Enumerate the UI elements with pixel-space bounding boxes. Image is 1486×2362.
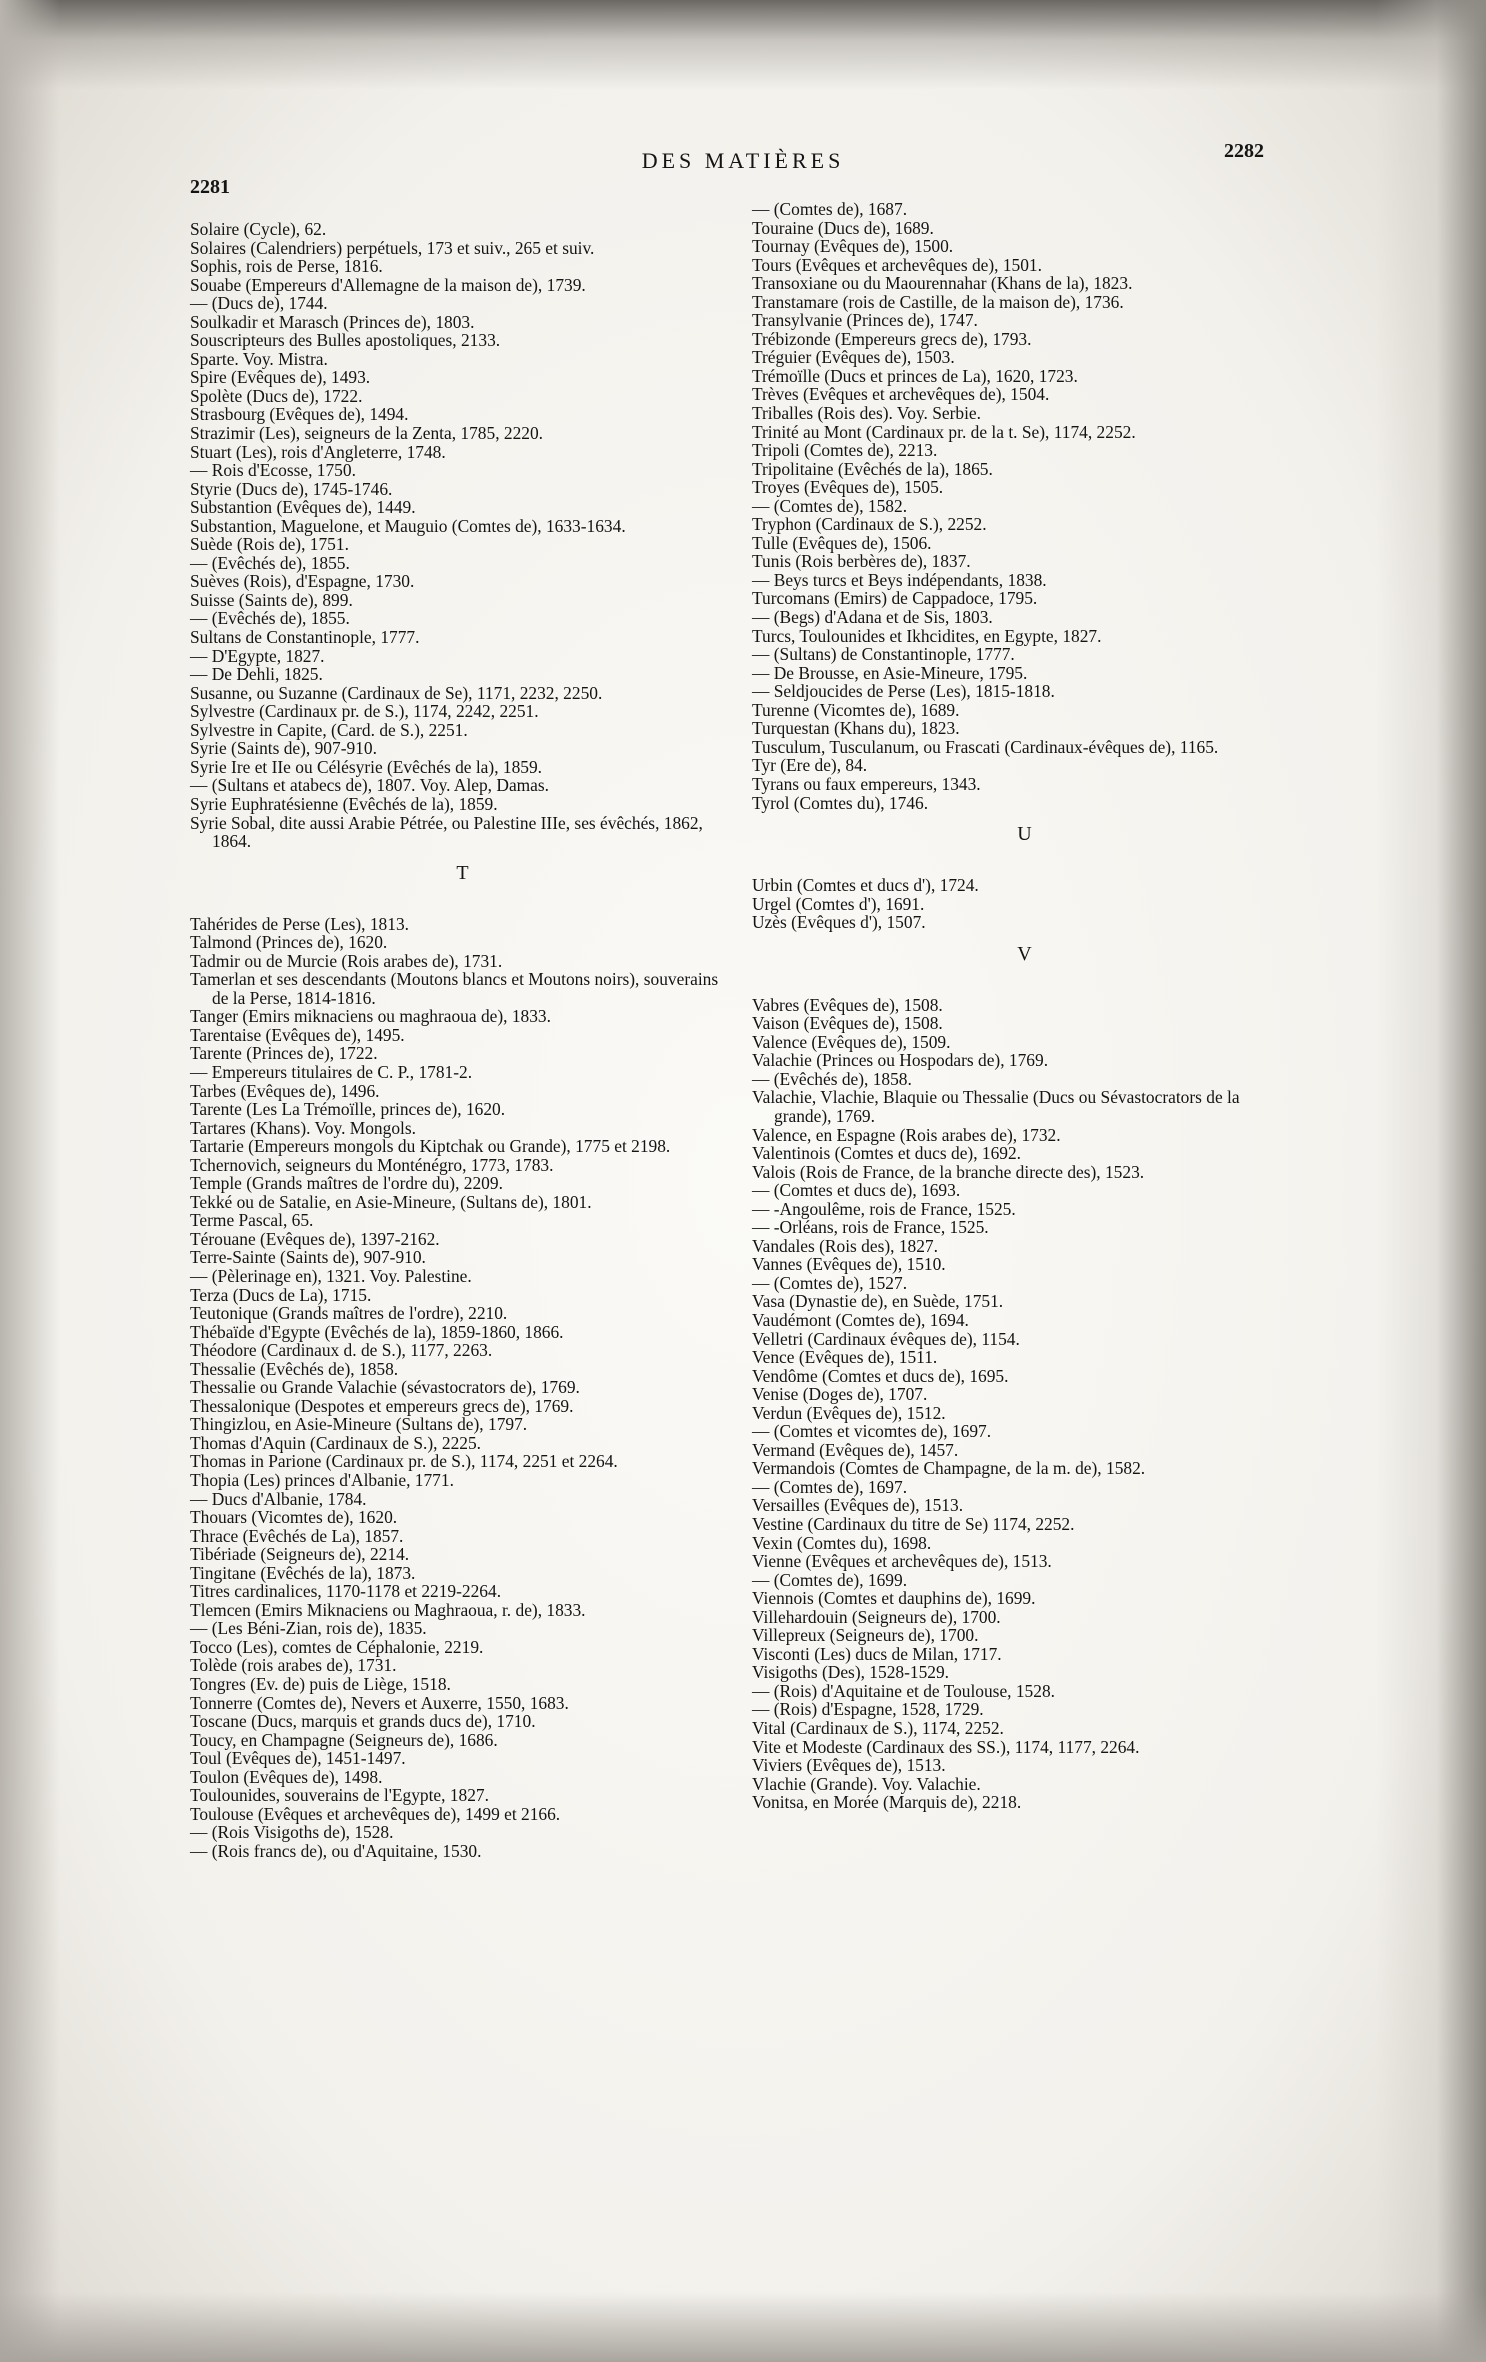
index-entry: Tripolitaine (Evêchés de la), 1865. xyxy=(752,458,993,479)
index-entry: Tlemcen (Emirs Miknaciens ou Maghraoua, r. de), 1833. xyxy=(190,1599,586,1620)
index-entry: Toul (Evêques de), 1451-1497. xyxy=(190,1748,406,1769)
index-entry: — (Sultans et atabecs de), 1807. Voy. Alep, Damas. xyxy=(190,775,550,796)
index-entry: Transylvanie (Princes de), 1747. xyxy=(752,310,978,331)
index-entry: Suisse (Saints de), 899. xyxy=(190,589,353,610)
index-entry: Syrie Sobal, dite aussi Arabie Pétrée, ou Palestine IIIe, ses évêchés, 1862, 1864. xyxy=(190,812,703,852)
index-entry: — Rois d'Ecosse, 1750. xyxy=(190,460,356,481)
index-entry: — (Begs) d'Adana et de Sis, 1803. xyxy=(752,607,993,628)
index-entry: Trémoïlle (Ducs et princes de La), 1620, 1723. xyxy=(752,365,1078,386)
index-entry: Turcomans (Emirs) de Cappadoce, 1795. xyxy=(752,588,1038,609)
index-entry: — Seldjoucides de Perse (Les), 1815-1818. xyxy=(752,681,1055,702)
letter-heading-t: T xyxy=(456,861,469,884)
index-entry: Sultans de Constantinople, 1777. xyxy=(190,627,420,648)
index-entry: — (Rois) d'Aquitaine et de Toulouse, 1528. xyxy=(752,1680,1055,1701)
index-entry: — (Rois Visigoths de), 1528. xyxy=(190,1822,394,1843)
letter-heading-v: V xyxy=(1017,942,1032,965)
entries-u xyxy=(752,876,1297,932)
scan-shadow-right xyxy=(1376,0,1486,2362)
scan-shadow-left xyxy=(0,0,60,2362)
index-entry: Venise (Doges de), 1707. xyxy=(752,1384,928,1405)
index-entry: Urbin (Comtes et ducs d'), 1724. xyxy=(752,875,979,896)
index-entry: — (Sultans) de Constantinople, 1777. xyxy=(752,644,1015,665)
index-entry: Strasbourg (Evêques de), 1494. xyxy=(190,404,409,425)
index-entry: Thessalie ou Grande Valachie (sévastocrators de), 1769. xyxy=(190,1377,580,1398)
index-entry: Uzès (Evêques d'), 1507. xyxy=(752,912,926,933)
index-entry: Tarentaise (Evêques de), 1495. xyxy=(190,1024,405,1045)
letter-heading-u: U xyxy=(1017,823,1032,846)
index-column-left xyxy=(190,220,735,1860)
page-number-right: 2282 xyxy=(1224,140,1264,162)
index-entry: Trébizonde (Empereurs grecs de), 1793. xyxy=(752,328,1032,349)
index-entry: Valence (Evêques de), 1509. xyxy=(752,1031,951,1052)
index-entry: Vendôme (Comtes et ducs de), 1695. xyxy=(752,1365,1009,1386)
index-entry: Tulle (Evêques de), 1506. xyxy=(752,532,932,553)
index-entry: Tryphon (Cardinaux de S.), 2252. xyxy=(752,514,987,535)
index-entry: — Beys turcs et Beys indépendants, 1838. xyxy=(752,569,1047,590)
index-entry: — -Orléans, rois de France, 1525. xyxy=(752,1217,989,1238)
index-entry: Sylvestre in Capite, (Card. de S.), 2251. xyxy=(190,719,468,740)
index-entry: Tripoli (Comtes de), 2213. xyxy=(752,440,938,461)
index-entry: Touraine (Ducs de), 1689. xyxy=(752,217,934,238)
entries-s xyxy=(190,220,735,851)
index-entry: Tchernovich, seigneurs du Monténégro, 1773, 1783. xyxy=(190,1154,554,1175)
index-entry: Vienne (Evêques et archevêques de), 1513. xyxy=(752,1551,1052,1572)
index-entry: Toulouse (Evêques et archevêques de), 1499 et 2166. xyxy=(190,1803,561,1824)
index-entry: Valence, en Espagne (Rois arabes de), 1732. xyxy=(752,1124,1061,1145)
index-entry: Thessalie (Evêchés de), 1858. xyxy=(190,1358,399,1379)
index-entry: Temple (Grands maîtres de l'ordre du), 2209. xyxy=(190,1173,503,1194)
index-entry: Vexin (Comtes du), 1698. xyxy=(752,1532,932,1553)
index-entry: Substantion (Evêques de), 1449. xyxy=(190,497,416,518)
index-entry: Vaison (Evêques de), 1508. xyxy=(752,1013,943,1034)
index-entry: — (Pèlerinage en), 1321. Voy. Palestine. xyxy=(190,1265,472,1286)
index-entry: Valachie (Princes ou Hospodars de), 1769. xyxy=(752,1050,1049,1071)
index-entry: Terza (Ducs de La), 1715. xyxy=(190,1284,372,1305)
index-entry: Tyrans ou faux empereurs, 1343. xyxy=(752,773,981,794)
index-entry: Tamerlan et ses descendants (Moutons blancs et Moutons noirs), souverains de la Perse, 1814-1816. xyxy=(190,969,719,1008)
index-entry: Tahérides de Perse (Les), 1813. xyxy=(190,913,409,934)
index-entry: Vital (Cardinaux de S.), 1174, 2252. xyxy=(752,1718,1004,1739)
index-entry: Terme Pascal, 65. xyxy=(190,1210,314,1231)
index-entry: Solaire (Cycle), 62. xyxy=(190,219,327,239)
index-entry: Toucy, en Champagne (Seigneurs de), 1686. xyxy=(190,1729,498,1750)
index-entry: Vence (Evêques de), 1511. xyxy=(752,1347,938,1368)
index-entry: Turcs, Toulounides et Ikhcidites, en Egypte, 1827. xyxy=(752,625,1102,646)
index-entry: Vannes (Evêques de), 1510. xyxy=(752,1254,946,1275)
index-entry: — (Rois francs de), ou d'Aquitaine, 1530. xyxy=(190,1840,482,1861)
index-entry: Turquestan (Khans du), 1823. xyxy=(752,718,960,739)
index-entry: Tadmir ou de Murcie (Rois arabes de), 1731. xyxy=(190,950,503,971)
index-entry: Transoxiane ou du Maourennahar (Khans de la), 1823. xyxy=(752,273,1133,294)
index-entry: — Ducs d'Albanie, 1784. xyxy=(190,1488,367,1509)
index-entry: Tyrol (Comtes du), 1746. xyxy=(752,792,929,813)
index-entry: Thouars (Vicomtes de), 1620. xyxy=(190,1507,398,1528)
index-entry: Thomas in Parione (Cardinaux pr. de S.), 1174, 2251 et 2264. xyxy=(190,1451,618,1472)
index-entry: Toscane (Ducs, marquis et grands ducs de), 1710. xyxy=(190,1711,536,1732)
index-entry: Tingitane (Evêchés de la), 1873. xyxy=(190,1562,416,1583)
index-entry: Tolède (rois arabes de), 1731. xyxy=(190,1655,397,1676)
index-entry: Valois (Rois de France, de la branche directe des), 1523. xyxy=(752,1161,1145,1182)
index-entry: Tartarie (Empereurs mongols du Kiptchak ou Grande), 1775 et 2198. xyxy=(190,1136,671,1157)
index-entry: Villehardouin (Seigneurs de), 1700. xyxy=(752,1606,1001,1627)
index-entry: Urgel (Comtes d'), 1691. xyxy=(752,893,925,914)
index-entry: Viennois (Comtes et dauphins de), 1699. xyxy=(752,1588,1036,1609)
index-entry: Tyr (Ere de), 84. xyxy=(752,755,868,776)
scan-shadow-bottom xyxy=(0,2292,1486,2362)
index-entry: Tunis (Rois berbères de), 1837. xyxy=(752,551,971,572)
index-entry: Tonnerre (Comtes de), Nevers et Auxerre, 1550, 1683. xyxy=(190,1692,569,1713)
index-entry: — (Comtes de), 1697. xyxy=(752,1476,908,1497)
index-entry: Térouane (Evêques de), 1397-2162. xyxy=(190,1228,440,1249)
index-entry: Titres cardinalices, 1170-1178 et 2219-2264. xyxy=(190,1581,502,1602)
index-entry: Sophis, rois de Perse, 1816. xyxy=(190,256,383,277)
index-entry: Trinité au Mont (Cardinaux pr. de la t. Se), 1174, 2252. xyxy=(752,421,1136,442)
index-entry: Solaires (Calendriers) perpétuels, 173 et suiv., 265 et suiv. xyxy=(190,237,595,258)
index-entry: Thomas d'Aquin (Cardinaux de S.), 2225. xyxy=(190,1432,482,1453)
index-entry: Sylvestre (Cardinaux pr. de S.), 1174, 2242, 2251. xyxy=(190,701,539,722)
index-entry: Vite et Modeste (Cardinaux des SS.), 1174, 1177, 2264. xyxy=(752,1736,1140,1757)
index-entry: Troyes (Evêques de), 1505. xyxy=(752,477,944,498)
scan-shadow-top xyxy=(0,0,1486,90)
index-entry: — (Comtes de), 1527. xyxy=(752,1272,908,1293)
index-entry: Tarente (Princes de), 1722. xyxy=(190,1043,378,1064)
index-entry: Syrie (Saints de), 907-910. xyxy=(190,738,377,759)
index-entry: Verdun (Evêques de), 1512. xyxy=(752,1402,946,1423)
index-entry: Valentinois (Comtes et ducs de), 1692. xyxy=(752,1143,1022,1164)
index-entry: Tanger (Emirs miknaciens ou maghraoua de), 1833. xyxy=(190,1006,551,1027)
index-entry: Turenne (Vicomtes de), 1689. xyxy=(752,699,960,720)
index-entry: Tongres (Ev. de) puis de Liège, 1518. xyxy=(190,1674,451,1695)
index-entry: Versailles (Evêques de), 1513. xyxy=(752,1495,964,1516)
index-entry: Syrie Euphratésienne (Evêchés de la), 1859. xyxy=(190,793,498,814)
index-entry: — (Evêchés de), 1855. xyxy=(190,608,350,629)
entries-t xyxy=(190,915,735,1861)
index-entry: Thébaïde d'Egypte (Evêchés de la), 1859-1860, 1866. xyxy=(190,1321,564,1342)
index-entry: — -Angoulême, rois de France, 1525. xyxy=(752,1198,1016,1219)
index-entry: Vermand (Evêques de), 1457. xyxy=(752,1439,959,1460)
index-entry: Thopia (Les) princes d'Albanie, 1771. xyxy=(190,1470,454,1490)
index-entry: Vasa (Dynastie de), en Suède, 1751. xyxy=(752,1291,1004,1312)
index-entry: Vermandois (Comtes de Champagne, de la m. de), 1582. xyxy=(752,1458,1146,1479)
index-entry: Talmond (Princes de), 1620. xyxy=(190,932,388,953)
index-entry: Triballes (Rois des). Voy. Serbie. xyxy=(752,403,981,424)
index-entry: — (Rois) d'Espagne, 1528, 1729. xyxy=(752,1699,984,1720)
index-entry: Vandales (Rois des), 1827. xyxy=(752,1235,938,1256)
index-entry: Velletri (Cardinaux évêques de), 1154. xyxy=(752,1328,1020,1349)
index-entry: — De Dehli, 1825. xyxy=(190,664,323,685)
index-entry: Tournay (Evêques de), 1500. xyxy=(752,236,954,257)
index-entry: Viviers (Evêques de), 1513. xyxy=(752,1755,946,1776)
index-entry: Valachie, Vlachie, Blaquie ou Thessalie (Ducs ou Sévastocrators de la grande), 1769. xyxy=(752,1087,1240,1126)
index-entry: Sparte. Voy. Mistra. xyxy=(190,348,328,369)
index-entry: Visigoths (Des), 1528-1529. xyxy=(752,1662,950,1683)
index-entry: Thrace (Evêchés de La), 1857. xyxy=(190,1525,404,1546)
index-entry: Terre-Sainte (Saints de), 907-910. xyxy=(190,1247,426,1268)
index-entry: — (Ducs de), 1744. xyxy=(190,293,328,314)
index-entry: — (Evêchés de), 1855. xyxy=(190,552,350,573)
index-entry: — (Comtes de), 1582. xyxy=(752,495,908,516)
index-entry: Syrie Ire et IIe ou Célésyrie (Evêchés de la), 1859. xyxy=(190,756,543,777)
index-entry: — (Les Béni-Zian, rois de), 1835. xyxy=(190,1618,427,1639)
index-entry: — De Brousse, en Asie-Mineure, 1795. xyxy=(752,662,1028,683)
index-entry: Tours (Evêques et archevêques de), 1501. xyxy=(752,254,1042,275)
index-entry: Vabres (Evêques de), 1508. xyxy=(752,994,943,1015)
index-entry: — D'Egypte, 1827. xyxy=(190,645,325,666)
index-entry: Substantion, Maguelone, et Mauguio (Comtes de), 1633-1634. xyxy=(190,515,626,536)
index-entry: Toulon (Evêques de), 1498. xyxy=(190,1766,383,1787)
index-entry: — (Comtes de), 1699. xyxy=(752,1569,908,1590)
index-entry: Tréguier (Evêques de), 1503. xyxy=(752,347,955,368)
running-header: DES MATIÈRES xyxy=(641,148,845,173)
index-entry: Visconti (Les) ducs de Milan, 1717. xyxy=(752,1643,1002,1664)
index-entry: Suède (Rois de), 1751. xyxy=(190,534,349,555)
index-entry: Vonitsa, en Morée (Marquis de), 2218. xyxy=(752,1792,1022,1813)
index-entry: — (Comtes et ducs de), 1693. xyxy=(752,1180,961,1201)
index-entry: Toulounides, souverains de l'Egypte, 1827. xyxy=(190,1785,489,1806)
index-entry: Suèves (Rois), d'Espagne, 1730. xyxy=(190,571,415,592)
index-entry: Théodore (Cardinaux d. de S.), 1177, 2263. xyxy=(190,1340,493,1361)
index-entry: Vaudémont (Comtes de), 1694. xyxy=(752,1309,969,1330)
entries-t-continued xyxy=(752,200,1297,812)
index-entry: Tusculum, Tusculanum, ou Frascati (Cardinaux-évêques de), 1165. xyxy=(752,736,1219,757)
index-entry: — (Comtes de), 1687. xyxy=(752,199,908,219)
index-entry: Souabe (Empereurs d'Allemagne de la maison de), 1739. xyxy=(190,274,586,295)
index-entry: Strazimir (Les), seigneurs de la Zenta, 1785, 2220. xyxy=(190,423,544,444)
index-entry: Susanne, ou Suzanne (Cardinaux de Se), 1171, 2232, 2250. xyxy=(190,682,603,703)
index-entry: Stuart (Les), rois d'Angleterre, 1748. xyxy=(190,441,446,462)
index-entry: Thessalonique (Despotes et empereurs grecs de), 1769. xyxy=(190,1395,574,1416)
index-entry: Tibériade (Seigneurs de), 2214. xyxy=(190,1544,410,1565)
index-entry: Soulkadir et Marasch (Princes de), 1803. xyxy=(190,311,475,332)
index-column-right xyxy=(752,200,1297,1812)
index-entry: Spire (Evêques de), 1493. xyxy=(190,367,371,388)
entries-v xyxy=(752,996,1297,1812)
index-entry: — (Evêchés de), 1858. xyxy=(752,1068,912,1089)
index-entry: Thingizlou, en Asie-Mineure (Sultans de), 1797. xyxy=(190,1414,528,1435)
index-entry: Trèves (Evêques et archevêques de), 1504. xyxy=(752,384,1050,405)
index-entry: Spolète (Ducs de), 1722. xyxy=(190,385,363,406)
index-entry: Vestine (Cardinaux du titre de Se) 1174, 2252. xyxy=(752,1514,1075,1534)
index-entry: Souscripteurs des Bulles apostoliques, 2133. xyxy=(190,330,501,351)
index-entry: — Empereurs titulaires de C. P., 1781-2. xyxy=(190,1061,473,1082)
index-entry: Styrie (Ducs de), 1745-1746. xyxy=(190,478,393,499)
index-entry: Tarbes (Evêques de), 1496. xyxy=(190,1080,380,1101)
index-entry: Tekké ou de Satalie, en Asie-Mineure, (Sultans de), 1801. xyxy=(190,1191,592,1212)
index-entry: Transtamare (rois de Castille, de la maison de), 1736. xyxy=(752,291,1124,312)
page-number-left: 2281 xyxy=(190,176,230,198)
index-entry: Villepreux (Seigneurs de), 1700. xyxy=(752,1625,979,1646)
index-entry: Tartares (Khans). Voy. Mongols. xyxy=(190,1117,416,1138)
index-entry: Teutonique (Grands maîtres de l'ordre), 2210. xyxy=(190,1303,508,1324)
index-entry: Tarente (Les La Trémoïlle, princes de), 1620. xyxy=(190,1099,506,1120)
index-entry: Tocco (Les), comtes de Céphalonie, 2219. xyxy=(190,1636,484,1657)
index-entry: — (Comtes et vicomtes de), 1697. xyxy=(752,1421,992,1442)
index-entry: Vlachie (Grande). Voy. Valachie. xyxy=(752,1773,981,1794)
